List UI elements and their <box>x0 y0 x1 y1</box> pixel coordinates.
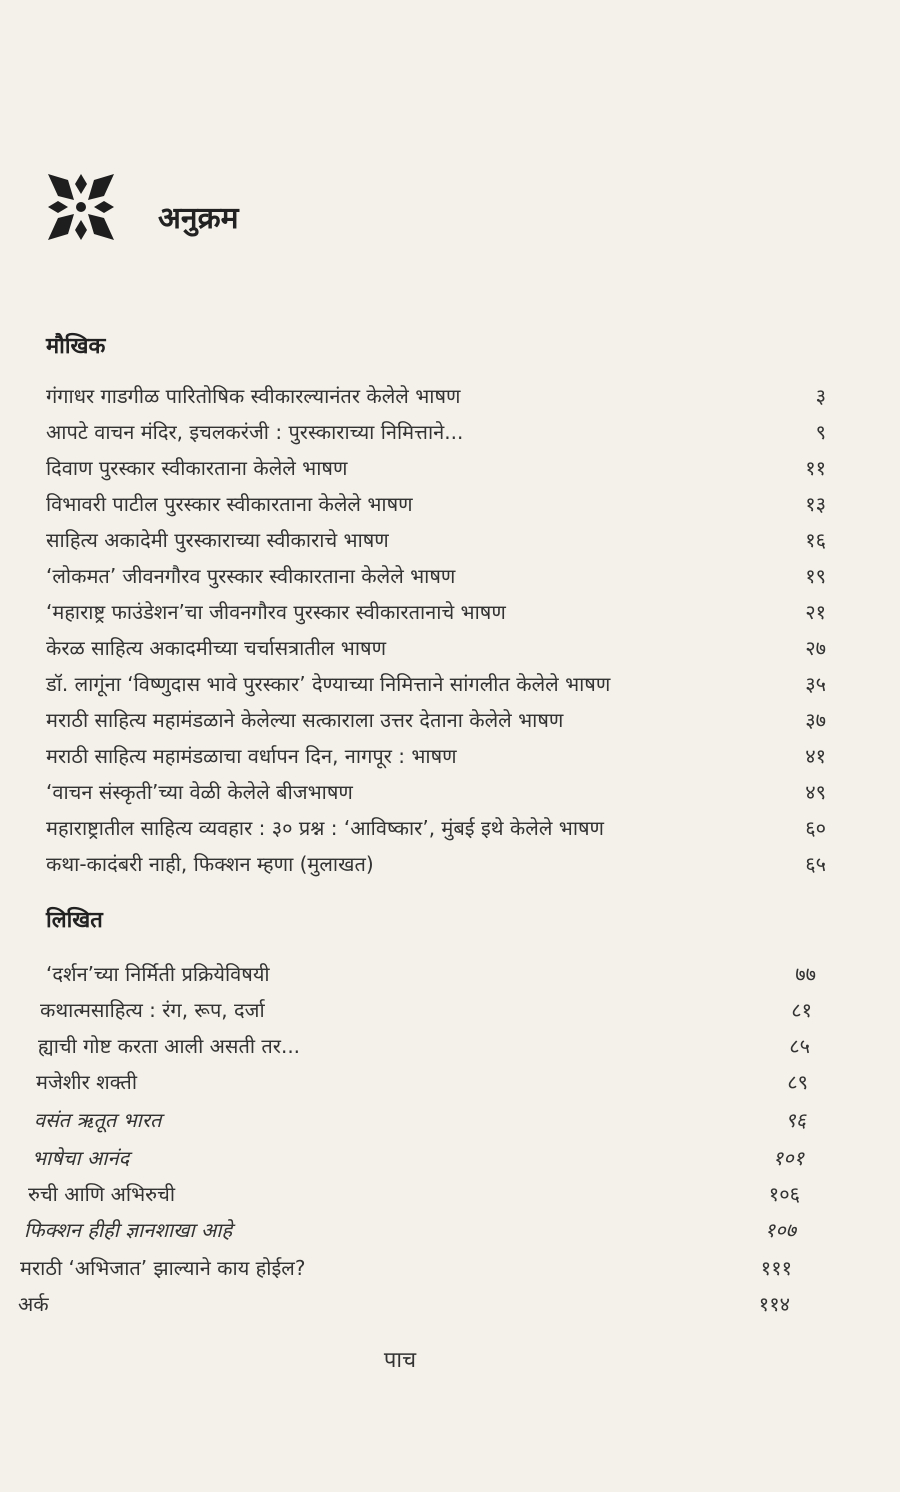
list-item[interactable]: महाराष्ट्रातील साहित्य व्यवहार : ३० प्रश्न : ‘आविष्कार’, मुंबई इथे केलेले भाषण ६० <box>46 816 826 840</box>
list-item[interactable]: भाषेचा आनंद १०१ <box>32 1146 804 1170</box>
list-item[interactable]: ‘महाराष्ट्र फाउंडेशन’चा जीवनगौरव पुरस्कार स्वीकारतानाचे भाषण २१ <box>46 600 826 624</box>
list-item[interactable]: दिवाण पुरस्कार स्वीकारताना केलेले भाषण ११ <box>46 456 826 480</box>
list-item[interactable]: विभावरी पाटील पुरस्कार स्वीकारताना केलेले भाषण १३ <box>46 492 826 516</box>
floral-ornament-icon <box>44 170 118 244</box>
section-heading-written: लिखित <box>46 908 103 933</box>
list-item[interactable]: ‘लोकमत’ जीवनगौरव पुरस्कार स्वीकारताना केलेले भाषण १९ <box>46 564 826 588</box>
list-item[interactable]: अर्क ११४ <box>18 1292 790 1316</box>
list-item[interactable]: ‘दर्शन’च्या निर्मिती प्रक्रियेविषयी ७७ <box>46 962 816 986</box>
list-item[interactable]: मराठी साहित्य महामंडळाचा वर्धापन दिन, नागपूर : भाषण ४१ <box>46 744 826 768</box>
list-item[interactable]: कथा-कादंबरी नाही, फिक्शन म्हणा (मुलाखत) ६५ <box>46 852 826 876</box>
section-heading-oral: मौखिक <box>46 334 106 359</box>
list-item[interactable]: गंगाधर गाडगीळ पारितोषिक स्वीकारल्यानंतर केलेले भाषण ३ <box>46 384 826 408</box>
list-item[interactable]: साहित्य अकादेमी पुरस्काराच्या स्वीकाराचे भाषण १६ <box>46 528 826 552</box>
list-item[interactable]: ‘वाचन संस्कृती’च्या वेळी केलेले बीजभाषण ४९ <box>46 780 826 804</box>
list-item[interactable]: आपटे वाचन मंदिर, इचलकरंजी : पुरस्काराच्या निमित्ताने... ९ <box>46 420 826 444</box>
list-item[interactable]: वसंत ऋतूत भारत ९६ <box>34 1108 806 1132</box>
list-item[interactable]: मराठी साहित्य महामंडळाने केलेल्या सत्काराला उत्तर देताना केलेले भाषण ३७ <box>46 708 826 732</box>
list-item[interactable]: केरळ साहित्य अकादमीच्या चर्चासत्रातील भाषण २७ <box>46 636 826 660</box>
page-title: अनुक्रम <box>158 201 239 236</box>
page-number-footer: पाच <box>383 1348 417 1373</box>
list-item[interactable]: कथात्मसाहित्य : रंग, रूप, दर्जा ८१ <box>40 998 812 1022</box>
list-item[interactable]: मजेशीर शक्ती ८९ <box>36 1070 808 1094</box>
list-item[interactable]: फिक्शन हीही ज्ञानशाखा आहे १०७ <box>24 1218 796 1242</box>
list-item[interactable]: रुची आणि अभिरुची १०६ <box>28 1182 800 1206</box>
list-item[interactable]: मराठी ‘अभिजात’ झाल्याने काय होईल? १११ <box>20 1256 792 1280</box>
list-item[interactable]: ह्याची गोष्ट करता आली असती तर... ८५ <box>38 1034 810 1058</box>
list-item[interactable]: डॉ. लागूंना ‘विष्णुदास भावे पुरस्कार’ देण्याच्या निमित्ताने सांगलीत केलेले भाषण ३५ <box>46 672 826 696</box>
